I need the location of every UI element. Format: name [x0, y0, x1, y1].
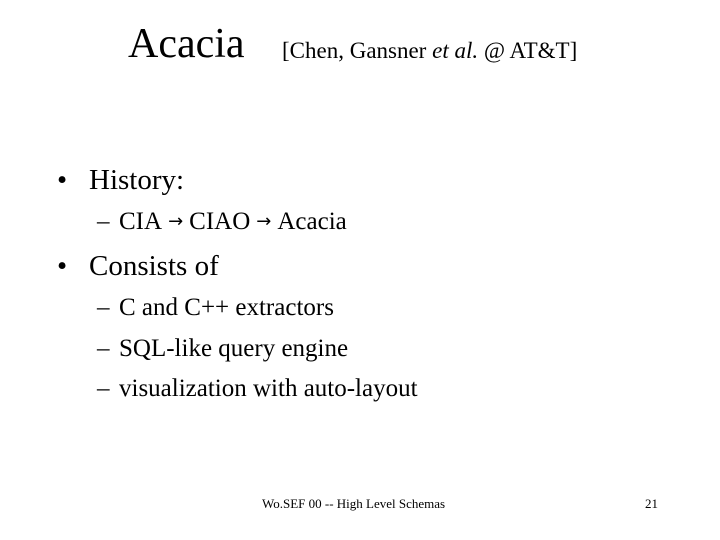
sub-bullet-text: C and C++ extractors — [119, 294, 334, 321]
slide-citation — [282, 36, 577, 66]
citation-et-al: et al. — [432, 38, 479, 63]
sub-bullet-marker: – — [97, 335, 110, 362]
page-number: 21 — [645, 496, 658, 511]
bullet-text: Consists of — [89, 250, 219, 282]
sub-bullet-text: SQL-like query engine — [119, 335, 349, 362]
bullet-text: History: — [89, 164, 185, 196]
bullet-marker: • — [57, 250, 68, 282]
sub-bullet-extractors — [97, 292, 334, 324]
sub-bullet-text: visualization with auto-layout — [119, 375, 418, 402]
lineage-ciao: CIAO — [189, 208, 251, 235]
bullet-consists-of — [57, 248, 219, 284]
sub-bullet-lineage — [97, 206, 347, 238]
lineage-cia: CIA — [119, 208, 163, 235]
lineage-acacia: Acacia — [277, 208, 347, 235]
right-arrow-icon: → — [168, 211, 184, 232]
sub-bullet-marker: – — [97, 375, 110, 402]
sub-bullet-marker: – — [97, 294, 110, 321]
right-arrow-icon: → — [256, 211, 272, 232]
sub-bullet-query-engine — [97, 333, 348, 365]
sub-bullet-visualization — [97, 373, 418, 405]
slide-title: Acacia — [128, 21, 245, 67]
citation-authors: [Chen, Gansner — [282, 38, 433, 63]
bullet-marker: • — [57, 164, 68, 196]
bullet-history — [57, 162, 184, 198]
sub-bullet-marker: – — [97, 208, 110, 235]
citation-affiliation: @ AT&T] — [478, 38, 578, 63]
footer-title: Wo.SEF 00 -- High Level Schemas — [262, 496, 446, 511]
